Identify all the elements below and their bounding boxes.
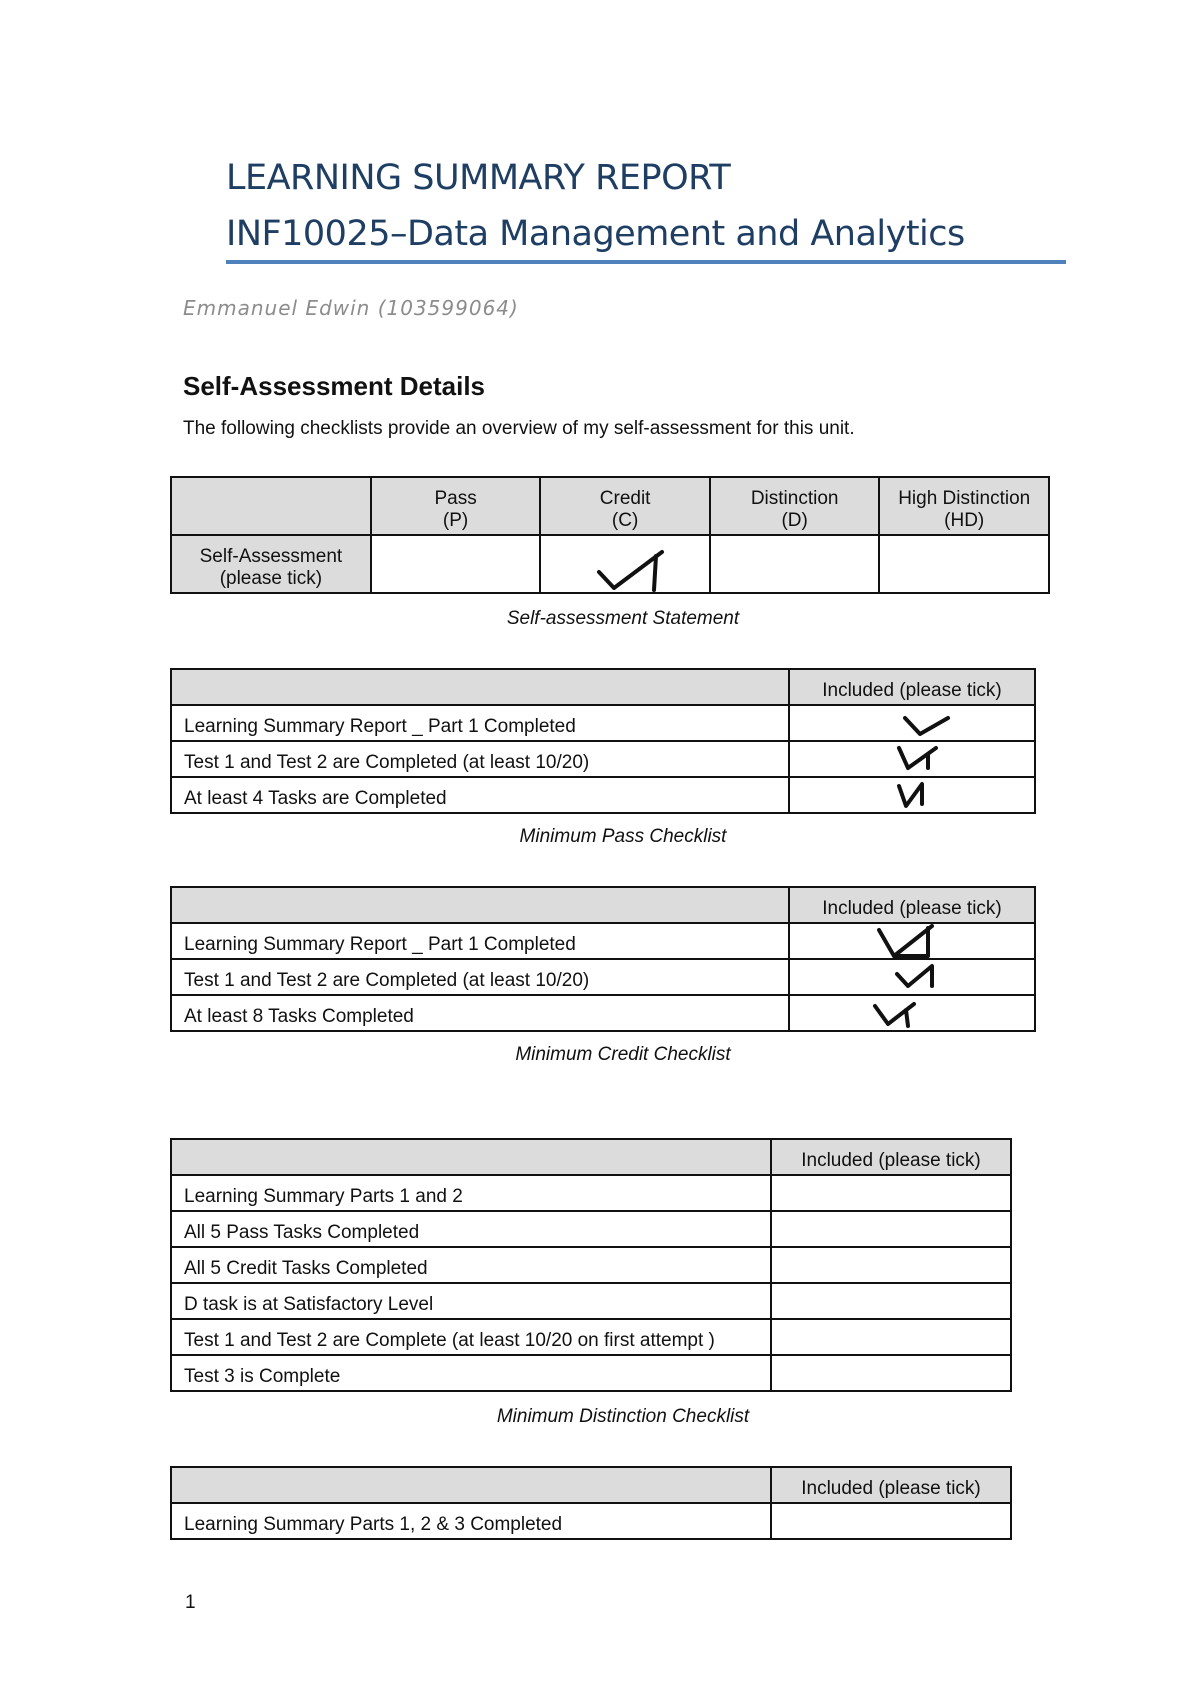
checklist-tick-cell[interactable] bbox=[789, 995, 1035, 1031]
grade-col-pass bbox=[371, 477, 541, 535]
checklist-tick-cell[interactable] bbox=[771, 1319, 1011, 1355]
tick-cell-credit[interactable] bbox=[540, 535, 710, 593]
tick-cell-pass[interactable] bbox=[371, 535, 541, 593]
checklist-tick-cell[interactable] bbox=[789, 741, 1035, 777]
checklist-tick-cell[interactable] bbox=[771, 1211, 1011, 1247]
row-label-line1: Self-Assessment bbox=[199, 546, 343, 567]
checklist-header-label bbox=[171, 1467, 771, 1503]
checklist-header-label bbox=[171, 1139, 771, 1175]
checklist-item-label: All 5 Credit Tasks Completed bbox=[171, 1247, 771, 1283]
tick-cell-high-distinction[interactable] bbox=[879, 535, 1049, 593]
checklist-item-label: Test 1 and Test 2 are Complete (at least 10/20 on first attempt ) bbox=[171, 1319, 771, 1355]
checklist-header-label bbox=[171, 887, 789, 923]
row-label-line2: (please tick) bbox=[219, 568, 323, 589]
check-mark-icon bbox=[872, 998, 920, 1030]
grade-table-caption: Self-assessment Statement bbox=[506, 608, 740, 629]
title-underline bbox=[226, 260, 1066, 264]
checklist-item-label: Learning Summary Parts 1 and 2 bbox=[171, 1175, 771, 1211]
checklist-item-label: At least 8 Tasks Completed bbox=[171, 995, 789, 1031]
checklist-header-included: Included (please tick) bbox=[789, 669, 1035, 705]
checklist-item-label: At least 4 Tasks are Completed bbox=[171, 777, 789, 813]
check-mark-icon bbox=[896, 780, 930, 810]
check-mark-icon bbox=[902, 712, 954, 738]
checklist-item-label: D task is at Satisfactory Level bbox=[171, 1283, 771, 1319]
checklist-tick-cell[interactable] bbox=[789, 777, 1035, 813]
checklist-tick-cell[interactable] bbox=[789, 923, 1035, 959]
checklist-item-label: Test 1 and Test 2 are Completed (at least 10/20) bbox=[171, 741, 789, 777]
page-number: 1 bbox=[185, 1592, 196, 1613]
report-title-line2: INF10025–Data Management and Analytics bbox=[226, 214, 965, 254]
grade-corner-cell bbox=[171, 477, 371, 535]
checklist-item-label: Learning Summary Report _ Part 1 Completed bbox=[171, 705, 789, 741]
pass-checklist-table bbox=[170, 668, 1036, 814]
checklist-item-label: Test 1 and Test 2 are Completed (at least 10/20) bbox=[171, 959, 789, 995]
check-mark-icon bbox=[596, 546, 666, 594]
check-mark-icon bbox=[894, 962, 938, 992]
checklist-header-included: Included (please tick) bbox=[771, 1467, 1011, 1503]
checklist-tick-cell[interactable] bbox=[771, 1355, 1011, 1391]
checklist-tick-cell[interactable] bbox=[771, 1247, 1011, 1283]
grade-col-abbr: (HD) bbox=[944, 510, 985, 531]
checklist-header-included: Included (please tick) bbox=[789, 887, 1035, 923]
check-mark-icon bbox=[896, 742, 942, 772]
section-heading: Self-Assessment Details bbox=[183, 371, 486, 401]
checklist-tick-cell[interactable] bbox=[789, 705, 1035, 741]
author-name: Emmanuel Edwin (103599064) bbox=[183, 296, 519, 320]
checklist-header-label bbox=[171, 669, 789, 705]
checklist-tick-cell[interactable] bbox=[771, 1283, 1011, 1319]
checklist-tick-cell[interactable] bbox=[771, 1503, 1011, 1539]
checklist-item-label: All 5 Pass Tasks Completed bbox=[171, 1211, 771, 1247]
report-title bbox=[226, 150, 1066, 262]
grade-col-name: High Distinction bbox=[898, 488, 1031, 509]
grade-col-abbr: (C) bbox=[611, 510, 639, 531]
grade-col-abbr: (P) bbox=[442, 510, 469, 531]
checklist-item-label: Learning Summary Report _ Part 1 Completed bbox=[171, 923, 789, 959]
grade-col-name: Pass bbox=[434, 488, 477, 509]
tick-cell-distinction[interactable] bbox=[710, 535, 880, 593]
credit-checklist-table bbox=[170, 886, 1036, 1032]
grade-col-abbr: (D) bbox=[781, 510, 808, 531]
check-mark-icon bbox=[876, 922, 938, 960]
credit-checklist-caption: Minimum Credit Checklist bbox=[515, 1044, 731, 1065]
checklist-tick-cell[interactable] bbox=[771, 1175, 1011, 1211]
section-intro: The following checklists provide an overview of my self-assessment for this unit. bbox=[183, 418, 855, 439]
grade-col-name: Distinction bbox=[750, 488, 839, 509]
checklist-item-label: Learning Summary Parts 1, 2 & 3 Completed bbox=[171, 1503, 771, 1539]
checklist-tick-cell[interactable] bbox=[789, 959, 1035, 995]
self-assessment-table bbox=[170, 476, 1050, 594]
distinction-checklist-caption: Minimum Distinction Checklist bbox=[496, 1406, 750, 1427]
grade-col-high-distinction bbox=[879, 477, 1049, 535]
hd-checklist-table bbox=[170, 1466, 1012, 1540]
self-assessment-row-label bbox=[171, 535, 371, 593]
report-title-line1: LEARNING SUMMARY REPORT bbox=[226, 158, 731, 198]
checklist-item-label: Test 3 is Complete bbox=[171, 1355, 771, 1391]
grade-col-credit bbox=[540, 477, 710, 535]
grade-col-name: Credit bbox=[599, 488, 651, 509]
checklist-header-included: Included (please tick) bbox=[771, 1139, 1011, 1175]
grade-col-distinction bbox=[710, 477, 880, 535]
pass-checklist-caption: Minimum Pass Checklist bbox=[519, 826, 727, 847]
distinction-checklist-table bbox=[170, 1138, 1012, 1392]
